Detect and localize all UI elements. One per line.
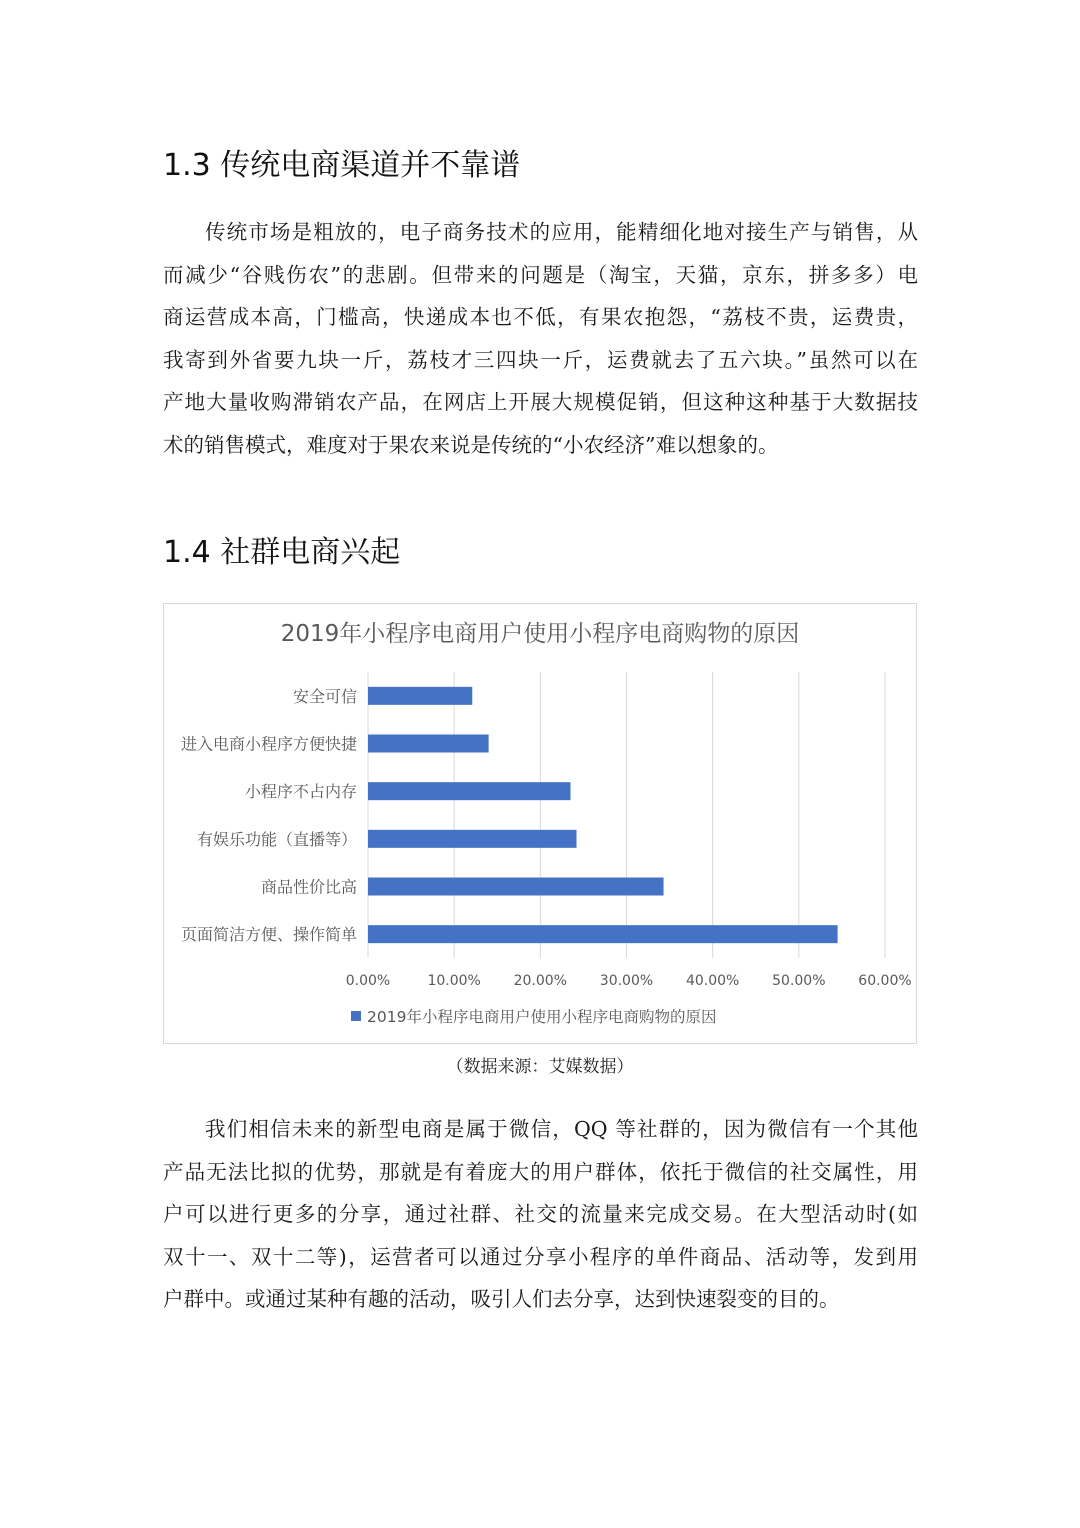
x-tick-label: 10.00%	[427, 973, 481, 989]
paragraph-line: 我寄到外省要九块一斤，荔枝才三四块一斤，运费就去了五六块。”虽然可以在	[163, 347, 918, 372]
x-tick-label: 50.00%	[772, 973, 826, 989]
legend-swatch	[351, 1011, 361, 1021]
category-label: 安全可信	[292, 686, 357, 706]
paragraph-line: 户可以进行更多的分享，通过社群、社交的流量来完成交易。在大型活动时(如	[163, 1202, 918, 1226]
paragraph-1-4	[163, 1108, 918, 1321]
bar-chart	[163, 603, 917, 1044]
paragraph-line: 我们相信未来的新型电商是属于微信，QQ 等社群的，因为微信有一个其他	[205, 1117, 918, 1141]
paragraph-line: 产品无法比拟的优势，那就是有着庞大的用户群体，依托于微信的社交属性，用	[163, 1159, 918, 1184]
legend-label: 2019年小程序电商用户使用小程序电商购物的原因	[367, 1008, 717, 1026]
x-tick-label: 40.00%	[685, 973, 740, 989]
paragraph-line: 商运营成本高，门槛高，快递成本也不低，有果农抱怨，“荔枝不贵，运费贵，	[163, 305, 918, 329]
bar	[368, 878, 664, 896]
paragraph-line: 术的销售模式，难度对于果农来说是传统的“小农经济”难以想象的。	[163, 432, 779, 457]
paragraph-line: 传统市场是粗放的，电子商务技术的应用，能精细化地对接生产与销售，从	[205, 220, 918, 244]
bar	[368, 830, 577, 848]
bar	[368, 925, 838, 943]
category-label: 小程序不占内存	[244, 782, 357, 802]
paragraph-1-3	[163, 211, 918, 466]
paragraph-line: 产地大量收购滞销农产品，在网店上开展大规模促销，但这种这种基于大数据技	[163, 390, 918, 414]
section-heading-1-3: 1.3 传统电商渠道并不靠谱	[163, 148, 521, 183]
x-tick-label: 30.00%	[599, 973, 654, 989]
chart-title: 2019年小程序电商用户使用小程序电商购物的原因	[280, 621, 800, 647]
paragraph-line: 而减少“谷贱伤农”的悲剧。但带来的问题是（淘宝，天猫，京东，拼多多）电	[163, 262, 918, 287]
category-label: 页面简洁方便、操作简单	[180, 925, 357, 945]
bar	[368, 782, 570, 800]
x-tick-label: 60.00%	[858, 973, 912, 989]
bar	[368, 687, 472, 705]
data-source-note: （数据来源：艾媒数据）	[446, 1057, 634, 1077]
paragraph-line: 双十一、双十二等)，运营者可以通过分享小程序的单件商品、活动等，发到用	[163, 1244, 918, 1269]
paragraph-line: 户群中。或通过某种有趣的活动，吸引人们去分享，达到快速裂变的目的。	[163, 1287, 840, 1311]
section-heading-1-4: 1.4 社群电商兴起	[163, 535, 401, 570]
x-tick-label: 20.00%	[513, 973, 568, 989]
bar-chart-svg	[164, 604, 916, 1043]
category-label: 商品性价比高	[260, 877, 357, 897]
bar	[368, 735, 489, 753]
category-label: 进入电商小程序方便快捷	[180, 734, 357, 754]
x-tick-label: 0.00%	[345, 973, 391, 989]
category-label: 有娱乐功能（直播等）	[196, 829, 357, 849]
